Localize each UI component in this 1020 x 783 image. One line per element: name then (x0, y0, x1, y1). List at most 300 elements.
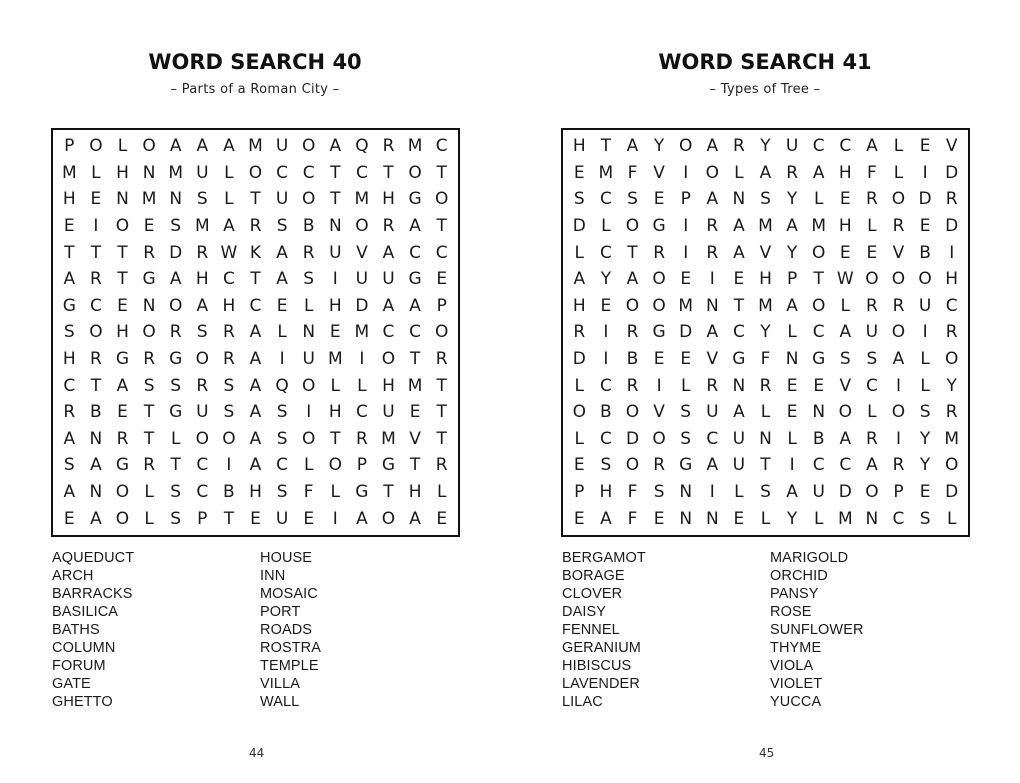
grid-letter[interactable]: C (355, 162, 368, 183)
grid-letter[interactable]: L (170, 428, 181, 449)
grid-letter[interactable]: P (680, 189, 691, 210)
grid-letter[interactable]: R (573, 322, 586, 343)
grid-letter[interactable]: M (141, 189, 157, 210)
grid-letter[interactable]: K (249, 242, 262, 263)
grid-letter[interactable]: H (838, 216, 852, 237)
grid-letter[interactable]: A (706, 136, 719, 157)
grid-letter[interactable]: T (627, 242, 638, 263)
grid-letter[interactable]: O (625, 295, 640, 316)
grid-letter[interactable]: L (760, 402, 771, 423)
grid-letter[interactable]: L (867, 216, 877, 237)
grid-letter[interactable]: D (572, 216, 586, 237)
grid-letter[interactable]: M (758, 295, 773, 316)
grid-letter[interactable]: I (895, 375, 901, 396)
grid-letter[interactable]: I (789, 455, 795, 476)
grid-letter[interactable]: O (169, 295, 183, 316)
grid-letter[interactable]: O (625, 216, 640, 237)
grid-letter[interactable]: I (683, 242, 689, 263)
grid-letter[interactable]: A (706, 455, 719, 476)
grid-letter[interactable]: A (866, 136, 878, 157)
grid-letter[interactable]: A (409, 508, 421, 529)
grid-letter[interactable]: G (169, 349, 183, 370)
grid-letter[interactable]: C (435, 242, 448, 263)
grid-letter[interactable]: Y (600, 269, 612, 290)
grid-letter[interactable]: G (812, 349, 826, 370)
grid-letter[interactable]: A (786, 295, 798, 316)
grid-letter[interactable]: A (249, 428, 262, 449)
grid-letter[interactable]: I (949, 242, 955, 263)
grid-letter[interactable]: N (328, 216, 342, 237)
grid-letter[interactable]: L (893, 162, 904, 183)
grid-letter[interactable]: S (680, 402, 692, 423)
grid-letter[interactable]: E (573, 508, 585, 529)
grid-letter[interactable]: G (408, 269, 422, 290)
grid-letter[interactable]: N (142, 295, 156, 316)
grid-letter[interactable]: U (196, 402, 209, 423)
grid-letter[interactable]: R (626, 322, 639, 343)
grid-letter[interactable]: R (865, 428, 878, 449)
grid-letter[interactable]: Y (919, 428, 931, 449)
grid-letter[interactable]: A (223, 216, 235, 237)
grid-letter[interactable]: P (786, 269, 798, 290)
grid-letter[interactable]: A (276, 269, 288, 290)
grid-letter[interactable]: O (381, 349, 396, 370)
grid-letter[interactable]: H (222, 295, 236, 316)
grid-letter[interactable]: R (786, 162, 798, 183)
grid-letter[interactable]: H (249, 482, 262, 503)
grid-letter[interactable]: Y (786, 189, 798, 210)
grid-letter[interactable]: R (222, 322, 235, 343)
grid-letter[interactable]: I (332, 508, 338, 529)
grid-letter[interactable]: T (117, 242, 128, 263)
grid-letter[interactable]: U (275, 189, 289, 210)
grid-letter[interactable]: H (572, 136, 586, 157)
grid-letter[interactable]: E (600, 295, 612, 316)
grid-letter[interactable]: E (680, 269, 692, 290)
grid-letter[interactable]: R (945, 402, 958, 423)
grid-letter[interactable]: H (599, 482, 613, 503)
grid-letter[interactable]: B (223, 482, 235, 503)
grid-letter[interactable]: C (196, 455, 209, 476)
grid-letter[interactable]: E (303, 508, 315, 529)
grid-letter[interactable]: C (865, 375, 878, 396)
grid-letter[interactable]: G (115, 349, 130, 370)
grid-letter[interactable]: O (195, 428, 209, 449)
grid-letter[interactable]: O (865, 269, 879, 290)
grid-letter[interactable]: T (436, 162, 447, 183)
grid-letter[interactable]: Y (919, 455, 931, 476)
grid-letter[interactable]: S (760, 482, 771, 503)
grid-letter[interactable]: A (866, 455, 878, 476)
grid-letter[interactable]: C (839, 455, 852, 476)
letter-grid[interactable] (566, 133, 965, 532)
grid-letter[interactable]: D (945, 482, 959, 503)
grid-letter[interactable]: A (626, 269, 639, 290)
grid-letter[interactable]: R (945, 189, 958, 210)
grid-letter[interactable]: A (249, 375, 262, 396)
grid-letter[interactable]: T (813, 269, 824, 290)
grid-letter[interactable]: R (865, 189, 878, 210)
grid-letter[interactable]: C (382, 322, 395, 343)
grid-letter[interactable]: T (330, 189, 341, 210)
grid-letter[interactable]: O (652, 269, 666, 290)
grid-letter[interactable]: E (276, 295, 288, 316)
grid-letter[interactable]: E (436, 508, 448, 529)
grid-letter[interactable]: H (62, 349, 76, 370)
grid-letter[interactable]: O (652, 295, 666, 316)
grid-letter[interactable]: A (812, 162, 825, 183)
grid-letter[interactable]: L (357, 375, 367, 396)
grid-letter[interactable]: N (89, 482, 103, 503)
grid-letter[interactable]: A (276, 242, 288, 263)
grid-letter[interactable]: G (381, 455, 396, 476)
grid-letter[interactable]: Y (653, 136, 665, 157)
grid-letter[interactable]: O (302, 136, 316, 157)
grid-letter[interactable]: M (248, 136, 263, 157)
grid-letter[interactable]: C (222, 269, 235, 290)
grid-letter[interactable]: C (812, 455, 825, 476)
grid-letter[interactable]: H (945, 269, 959, 290)
grid-letter[interactable]: O (572, 402, 586, 423)
grid-letter[interactable]: O (355, 216, 369, 237)
grid-letter[interactable]: O (435, 189, 449, 210)
grid-letter[interactable]: V (839, 375, 852, 396)
grid-letter[interactable]: N (759, 428, 772, 449)
grid-letter[interactable]: A (839, 428, 852, 449)
grid-letter[interactable]: N (865, 508, 879, 529)
grid-letter[interactable]: G (115, 455, 130, 476)
grid-letter[interactable]: P (64, 136, 75, 157)
grid-letter[interactable]: L (574, 375, 585, 396)
grid-letter[interactable]: G (652, 322, 666, 343)
grid-letter[interactable]: S (653, 482, 665, 503)
grid-letter[interactable]: L (734, 162, 744, 183)
grid-letter[interactable]: M (327, 349, 343, 370)
grid-letter[interactable]: D (945, 162, 959, 183)
grid-letter[interactable]: M (407, 136, 423, 157)
grid-letter[interactable]: U (275, 136, 289, 157)
grid-letter[interactable]: O (302, 428, 316, 449)
grid-letter[interactable]: P (356, 455, 368, 476)
grid-letter[interactable]: H (195, 269, 209, 290)
grid-letter[interactable]: T (90, 242, 102, 263)
grid-letter[interactable]: O (891, 189, 906, 210)
grid-letter[interactable]: I (332, 269, 338, 290)
grid-letter[interactable]: C (89, 295, 102, 316)
grid-letter[interactable]: A (223, 136, 235, 157)
grid-letter[interactable]: V (409, 428, 421, 449)
grid-letter[interactable]: H (382, 189, 395, 210)
grid-letter[interactable]: F (627, 482, 638, 503)
grid-letter[interactable]: O (115, 482, 130, 503)
grid-letter[interactable]: E (733, 269, 745, 290)
grid-letter[interactable]: M (168, 162, 184, 183)
grid-letter[interactable]: U (785, 136, 799, 157)
grid-letter[interactable]: W (220, 242, 238, 263)
grid-letter[interactable]: A (196, 136, 209, 157)
grid-letter[interactable]: A (409, 216, 421, 237)
grid-letter[interactable]: R (732, 136, 745, 157)
grid-letter[interactable]: I (895, 428, 901, 449)
grid-letter[interactable]: O (891, 322, 906, 343)
grid-letter[interactable]: V (653, 402, 665, 423)
letter-grid[interactable] (56, 133, 455, 532)
grid-letter[interactable]: S (143, 375, 155, 396)
grid-letter[interactable]: C (599, 428, 612, 449)
grid-letter[interactable]: O (115, 508, 130, 529)
grid-letter[interactable]: A (733, 242, 745, 263)
grid-letter[interactable]: C (706, 428, 719, 449)
grid-letter[interactable]: L (91, 162, 101, 183)
grid-letter[interactable]: F (627, 162, 638, 183)
grid-letter[interactable]: M (598, 162, 614, 183)
grid-letter[interactable]: Q (355, 136, 369, 157)
grid-letter[interactable]: O (328, 455, 342, 476)
grid-letter[interactable]: D (572, 349, 586, 370)
grid-letter[interactable]: W (836, 269, 854, 290)
grid-letter[interactable]: E (573, 162, 585, 183)
grid-letter[interactable]: R (435, 349, 448, 370)
grid-letter[interactable]: R (89, 269, 102, 290)
grid-letter[interactable]: P (893, 482, 904, 503)
grid-letter[interactable]: E (117, 295, 128, 316)
grid-letter[interactable]: S (276, 402, 288, 423)
grid-letter[interactable]: E (866, 242, 878, 263)
grid-letter[interactable]: H (62, 189, 76, 210)
grid-letter[interactable]: H (838, 162, 852, 183)
grid-letter[interactable]: P (574, 482, 585, 503)
grid-letter[interactable]: R (892, 216, 905, 237)
grid-letter[interactable]: L (787, 322, 797, 343)
grid-letter[interactable]: A (90, 508, 102, 529)
grid-letter[interactable]: I (226, 455, 232, 476)
grid-letter[interactable]: M (354, 322, 370, 343)
grid-letter[interactable]: A (892, 349, 905, 370)
grid-letter[interactable]: U (732, 428, 746, 449)
grid-letter[interactable]: L (787, 428, 797, 449)
grid-letter[interactable]: G (355, 482, 369, 503)
grid-letter[interactable]: E (919, 136, 931, 157)
grid-letter[interactable]: S (170, 508, 182, 529)
grid-letter[interactable]: E (919, 216, 931, 237)
grid-letter[interactable]: A (759, 162, 772, 183)
grid-letter[interactable]: S (196, 189, 208, 210)
grid-letter[interactable]: O (89, 136, 103, 157)
grid-letter[interactable]: O (195, 349, 209, 370)
grid-letter[interactable]: A (733, 402, 745, 423)
grid-letter[interactable]: S (63, 322, 75, 343)
grid-letter[interactable]: U (732, 455, 746, 476)
grid-letter[interactable]: R (196, 242, 209, 263)
grid-letter[interactable]: L (680, 375, 691, 396)
grid-letter[interactable]: C (276, 162, 289, 183)
grid-letter[interactable]: T (223, 508, 235, 529)
grid-letter[interactable]: R (435, 455, 448, 476)
grid-letter[interactable]: L (920, 375, 930, 396)
grid-letter[interactable]: T (117, 269, 128, 290)
grid-letter[interactable]: O (812, 295, 826, 316)
grid-letter[interactable]: A (573, 269, 586, 290)
grid-letter[interactable]: N (732, 189, 746, 210)
grid-letter[interactable]: T (143, 402, 155, 423)
grid-letter[interactable]: L (840, 295, 851, 316)
grid-letter[interactable]: S (276, 216, 288, 237)
grid-letter[interactable]: U (302, 349, 315, 370)
grid-letter[interactable]: O (381, 508, 396, 529)
grid-letter[interactable]: A (329, 136, 342, 157)
grid-letter[interactable]: E (919, 482, 931, 503)
grid-letter[interactable]: M (837, 508, 853, 529)
grid-letter[interactable]: S (680, 428, 692, 449)
grid-letter[interactable]: T (383, 162, 394, 183)
grid-letter[interactable]: Q (275, 375, 289, 396)
grid-letter[interactable]: N (89, 428, 103, 449)
grid-letter[interactable]: A (409, 295, 421, 316)
grid-letter[interactable]: O (625, 402, 640, 423)
grid-letter[interactable]: S (600, 455, 612, 476)
grid-letter[interactable]: E (839, 189, 851, 210)
grid-letter[interactable]: I (683, 216, 689, 237)
grid-letter[interactable]: B (626, 349, 639, 370)
grid-letter[interactable]: A (249, 455, 262, 476)
grid-letter[interactable]: E (329, 322, 341, 343)
grid-letter[interactable]: L (867, 402, 877, 423)
grid-letter[interactable]: O (408, 162, 422, 183)
grid-letter[interactable]: R (653, 455, 665, 476)
grid-letter[interactable]: A (706, 322, 719, 343)
grid-letter[interactable]: T (733, 295, 745, 316)
grid-letter[interactable]: U (706, 402, 719, 423)
grid-letter[interactable]: T (436, 428, 447, 449)
grid-letter[interactable]: U (329, 242, 342, 263)
grid-letter[interactable]: O (838, 402, 852, 423)
grid-letter[interactable]: R (249, 216, 262, 237)
grid-letter[interactable]: O (891, 402, 906, 423)
grid-letter[interactable]: P (436, 295, 447, 316)
grid-letter[interactable]: O (302, 375, 316, 396)
grid-letter[interactable]: N (142, 162, 156, 183)
grid-letter[interactable]: A (196, 295, 209, 316)
grid-letter[interactable]: S (919, 402, 931, 423)
grid-letter[interactable]: L (277, 322, 287, 343)
grid-letter[interactable]: A (356, 508, 368, 529)
grid-letter[interactable]: H (382, 375, 395, 396)
grid-letter[interactable]: L (893, 136, 904, 157)
grid-letter[interactable]: C (599, 375, 612, 396)
grid-letter[interactable]: T (436, 216, 447, 237)
grid-letter[interactable]: E (143, 216, 155, 237)
grid-letter[interactable]: C (196, 482, 209, 503)
grid-letter[interactable]: A (249, 402, 262, 423)
grid-letter[interactable]: Y (786, 242, 798, 263)
grid-letter[interactable]: E (813, 375, 825, 396)
grid-letter[interactable]: C (732, 322, 745, 343)
grid-letter[interactable]: I (279, 349, 285, 370)
grid-letter[interactable]: Y (786, 508, 798, 529)
grid-letter[interactable]: L (117, 136, 128, 157)
grid-letter[interactable]: T (436, 402, 447, 423)
grid-letter[interactable]: O (679, 136, 693, 157)
grid-letter[interactable]: M (354, 189, 370, 210)
grid-letter[interactable]: S (223, 375, 235, 396)
grid-letter[interactable]: G (652, 216, 666, 237)
grid-letter[interactable]: V (356, 242, 368, 263)
grid-letter[interactable]: R (222, 349, 235, 370)
grid-letter[interactable]: E (653, 349, 665, 370)
grid-letter[interactable]: R (382, 136, 395, 157)
grid-letter[interactable]: L (303, 295, 314, 316)
grid-letter[interactable]: R (892, 295, 905, 316)
grid-letter[interactable]: R (355, 428, 368, 449)
grid-letter[interactable]: P (197, 508, 208, 529)
grid-letter[interactable]: R (89, 349, 102, 370)
grid-letter[interactable]: L (920, 349, 930, 370)
grid-letter[interactable]: U (382, 402, 395, 423)
grid-letter[interactable]: M (61, 162, 77, 183)
grid-letter[interactable]: U (812, 482, 825, 503)
grid-letter[interactable]: U (355, 269, 369, 290)
grid-letter[interactable]: O (625, 455, 640, 476)
grid-letter[interactable]: T (90, 375, 102, 396)
grid-letter[interactable]: L (330, 375, 341, 396)
grid-letter[interactable]: G (408, 189, 422, 210)
grid-letter[interactable]: R (382, 216, 395, 237)
grid-letter[interactable]: E (733, 508, 745, 529)
grid-letter[interactable]: A (786, 216, 798, 237)
grid-letter[interactable]: E (653, 189, 665, 210)
grid-letter[interactable]: E (573, 455, 585, 476)
grid-letter[interactable]: Y (946, 375, 957, 396)
grid-letter[interactable]: Y (760, 136, 771, 157)
grid-letter[interactable]: I (709, 269, 715, 290)
grid-letter[interactable]: N (705, 295, 719, 316)
grid-letter[interactable]: M (944, 428, 960, 449)
grid-letter[interactable]: U (196, 162, 209, 183)
grid-letter[interactable]: N (302, 322, 316, 343)
grid-letter[interactable]: M (381, 428, 396, 449)
grid-letter[interactable]: S (170, 216, 182, 237)
grid-letter[interactable]: A (249, 349, 262, 370)
grid-letter[interactable]: B (600, 402, 612, 423)
grid-letter[interactable]: C (839, 136, 852, 157)
grid-letter[interactable]: R (63, 402, 76, 423)
grid-letter[interactable]: I (603, 322, 609, 343)
grid-letter[interactable]: H (328, 295, 342, 316)
grid-letter[interactable]: C (945, 295, 958, 316)
grid-letter[interactable]: T (330, 428, 341, 449)
grid-letter[interactable]: C (812, 322, 825, 343)
grid-letter[interactable]: T (330, 162, 341, 183)
grid-letter[interactable]: C (409, 242, 422, 263)
grid-letter[interactable]: I (93, 216, 99, 237)
grid-letter[interactable]: I (656, 375, 662, 396)
grid-letter[interactable]: N (679, 482, 693, 503)
grid-letter[interactable]: A (116, 375, 129, 396)
grid-letter[interactable]: T (409, 455, 421, 476)
grid-letter[interactable]: N (785, 349, 799, 370)
grid-letter[interactable]: L (436, 482, 447, 503)
grid-letter[interactable]: S (839, 349, 851, 370)
grid-letter[interactable]: I (306, 402, 312, 423)
grid-letter[interactable]: A (839, 322, 852, 343)
grid-letter[interactable]: U (918, 295, 932, 316)
grid-letter[interactable]: O (89, 322, 103, 343)
grid-letter[interactable]: R (892, 455, 905, 476)
grid-letter[interactable]: V (706, 349, 719, 370)
grid-letter[interactable]: D (625, 428, 640, 449)
grid-letter[interactable]: O (222, 428, 236, 449)
grid-letter[interactable]: M (811, 216, 827, 237)
